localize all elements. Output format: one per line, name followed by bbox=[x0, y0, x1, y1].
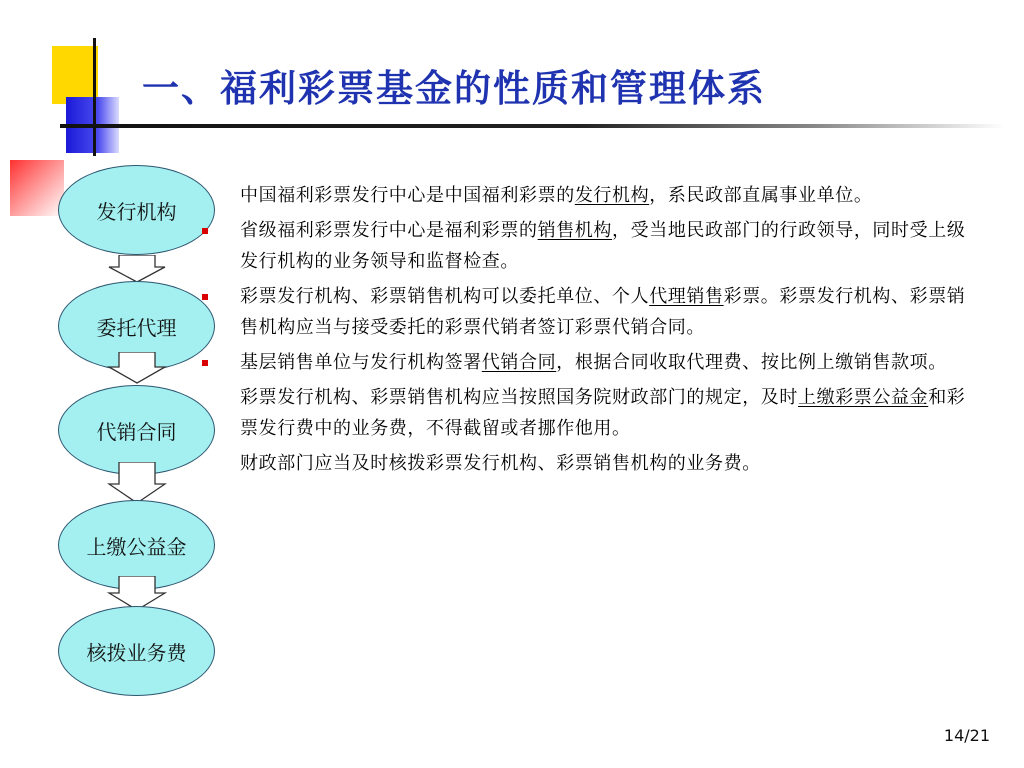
paragraph-agency-sales: 彩票发行机构、彩票销售机构可以委托单位、个人代理销售彩票。彩票发行机构、彩票销售机构应当与接受委托的彩票代销者签订彩票代销合同。 bbox=[240, 281, 980, 343]
down-arrow-icon bbox=[107, 352, 167, 384]
flow-node-remit-welfare-fund: 上缴公益金 bbox=[58, 500, 215, 590]
text-column bbox=[240, 180, 980, 483]
slide-title: 一、福利彩票基金的性质和管理体系 bbox=[142, 66, 766, 110]
flow-node-agency-entrustment: 委托代理 bbox=[58, 281, 215, 371]
paragraph-sales-agency: 省级福利彩票发行中心是福利彩票的销售机构，受当地民政部门的行政领导，同时受上级发行机构的业务领导和监督检查。 bbox=[240, 215, 980, 277]
flow-node-sales-contract: 代销合同 bbox=[58, 385, 215, 475]
yellow-square-decoration bbox=[52, 46, 98, 104]
red-fade-decoration bbox=[10, 160, 64, 216]
down-arrow-icon bbox=[107, 462, 167, 504]
flow-diagram bbox=[58, 165, 218, 695]
paragraph-business-fees: 财政部门应当及时核拨彩票发行机构、彩票销售机构的业务费。 bbox=[240, 453, 761, 474]
flow-node-issuing-agency: 发行机构 bbox=[58, 165, 215, 255]
down-arrow-icon bbox=[107, 255, 167, 283]
bullet-icon bbox=[202, 228, 208, 234]
vertical-rule bbox=[93, 38, 96, 156]
flow-node-allocate-business-fees: 核拨业务费 bbox=[58, 606, 215, 696]
bullet-icon bbox=[202, 360, 208, 366]
bullet-icon bbox=[202, 294, 208, 300]
paragraph-sales-contract: 基层销售单位与发行机构签署代销合同，根据合同收取代理费、按比例上缴销售款项。 bbox=[240, 347, 980, 378]
paragraph-issuing-agency: 中国福利彩票发行中心是中国福利彩票的发行机构，系民政部直属事业单位。 bbox=[240, 185, 873, 206]
title-underline-rule bbox=[60, 124, 1004, 128]
paragraph-welfare-fund: 彩票发行机构、彩票销售机构应当按照国务院财政部门的规定，及时上缴彩票公益金和彩票发行费中的业务费，不得截留或者挪作他用。 bbox=[240, 387, 966, 439]
page-number: 14/21 bbox=[943, 726, 990, 745]
